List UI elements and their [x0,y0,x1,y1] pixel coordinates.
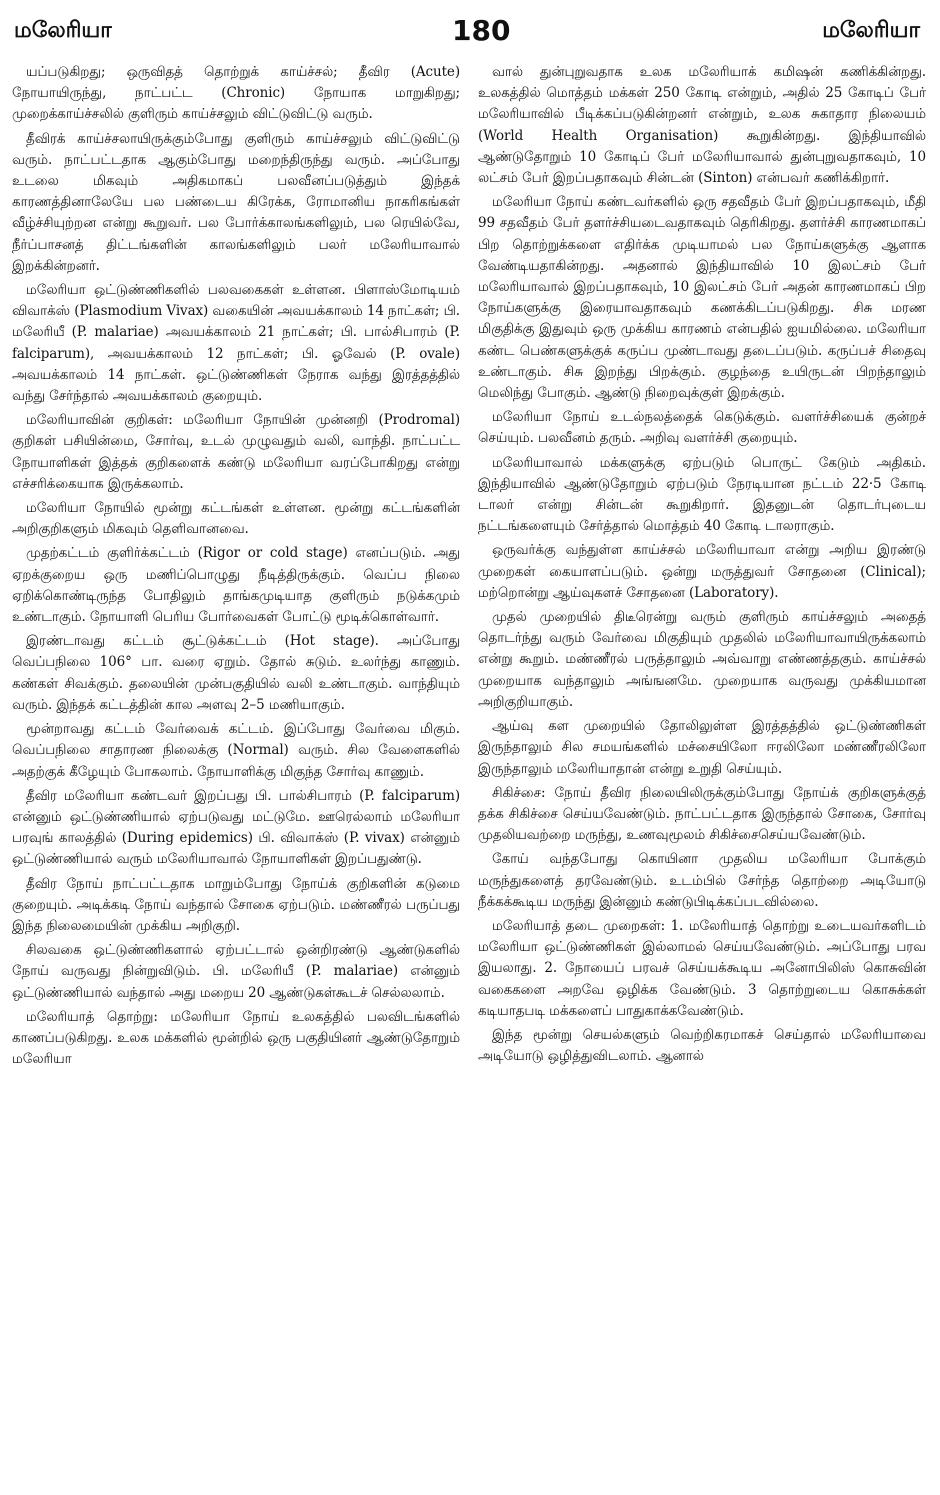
paragraph: முதற்கட்டம் குளிர்க்கட்டம் (Rigor or cold stage) எனப்படும். அது ஏறக்குறைய ஒரு மணிப்பொழுது நீடித்திருக்கும். வெப்ப நிலை ஏறிக்கொண்டிருந்த போதிலும் தாங்கமுடியாத குளிரும் நடுக்கமும் உண்டாகும். நோயாளி பெரிய போர்வைகள் போட்டு மூடிக்கொள்வார். [12,545,460,626]
text-columns [12,62,926,1073]
paragraph: மலேரியா நோயில் மூன்று கட்டங்கள் உள்ளன. மூன்று கட்டங்களின் அறிகுறிகளும் மிகவும் தெளிவானவை. [12,500,460,538]
running-head-left: மலேரியா [14,18,112,43]
left-column [12,62,460,1073]
paragraph: தீவிர மலேரியா கண்டவர் இறப்பது பி. பால்சிபாரம் (P. falciparum) என்னும் ஒட்டுண்ணியால் ஏற்படுவது மட்டுமே. ஊரெல்லாம் மலேரியா பரவுங் காலத்தில் (During epidemics) பி. விவாக்ஸ் (P. vivax) என்னும் ஒட்டுண்ணியால் வரும் மலேரியாவால் நோயாளிகள் இறப்பதுண்டு. [12,787,460,868]
paragraph: யப்படுகிறது; ஒருவிதத் தொற்றுக் காய்ச்சல்; தீவிர (Acute) நோயாயிருந்து, நாட்பட்ட (Chronic) நோயாக மாறுகிறது; முறைக்காய்ச்சலில் குளிரும் காய்ச்சலும் விட்டுவிட்டு வரும். [12,64,460,123]
paragraph: மலேரியாவால் மக்களுக்கு ஏற்படும் பொருட் கேடும் அதிகம். இந்தியாவில் ஆண்டுதோறும் ஏற்படும் நேரடியான நட்டம் 22·5 கோடி டாலர் என்று சின்டன் கூறுகிறார். இதனுடன் தொடர்புடைய நட்டங்களையும் சேர்த்தால் மொத்தம் 40 கோடி டாலராகும். [478,454,926,535]
paragraph: மலேரியாத் தொற்று: மலேரியா நோய் உலகத்தில் பலவிடங்களில் காணப்படுகிறது. உலக மக்களில் மூன்றில் ஒரு பகுதியினர் ஆண்டுதோறும் மலேரியா [12,1008,460,1068]
paragraph: மூன்றாவது கட்டம் வேர்வைக் கட்டம். இப்போது வேர்வை மிகும். வெப்பநிலை சாதாரண நிலைக்கு (Normal) வரும். சில வேளைகளில் அதற்குக் கீழேயும் போகலாம். நோயாளிக்கு மிகுந்த சோர்வு காணும். [12,721,460,780]
paragraph: முதல் முறையில் திடீரென்று வரும் குளிரும் காய்ச்சலும் அதைத் தொடர்ந்து வரும் வேர்வை மிகுதியும் முதலில் மலேரியாவாயிருக்கலாம் என்று கூறும். மண்ணீரல் பருத்தாலும் அவ்வாறு எண்ணத்தகும். காய்ச்சல் முறையாக வந்தாலும் அங்ஙனமே. முறையாக வருவது முக்கியமான அறிகுறியாகும். [478,609,926,710]
right-column [478,62,926,1073]
paragraph: ஆய்வு கள முறையில் தோலிலுள்ள இரத்தத்தில் ஒட்டுண்ணிகள் இருந்தாலும் சில சமயங்களில் மச்சையிலோ ஈரலிலோ மண்ணீரலிலோ இருந்தாலும் மலேரியாதான் என்று உறுதி செய்யும். [478,718,926,777]
paragraph: மலேரியா நோய் உடல்நலத்தைக் கெடுக்கும். வளர்ச்சியைக் குன்றச் செய்யும். பலவீனம் தரும். அறிவு வளர்ச்சி குறையும். [478,409,926,447]
running-head [12,12,926,62]
paragraph: சிகிச்சை: நோய் தீவிர நிலையிலிருக்கும்போது நோய்க் குறிகளுக்குத் தக்க சிகிச்சை செய்யவேண்டும். நாட்பட்டதாக இருந்தால் சோகை, சோர்வு முதலியவற்றை மருந்து, உணவுமூலம் சிகிச்சைசெய்யவேண்டும். [478,784,926,844]
paragraph: தீவிரக் காய்ச்சலாயிருக்கும்போது குளிரும் காய்ச்சலும் விட்டுவிட்டு வரும். நாட்பட்டதாக ஆகும்போது மறைந்திருந்து வரும். அப்போது உடலை மிகவும் அதிகமாகப் பலவீனப்படுத்தும் இந்தக் காரணத்தினாலேயே பல பண்டைய கிரேக்க, ரோமானிய நாகரிகங்கள் வீழ்ச்சியுற்றன என்று கூறுவர். பல போர்க்காலங்களிலும், பல ரெயில்வே, நீர்ப்பாசனத் திட்டங்களின் காலங்களிலும் பலர் மலேரியாவால் இறக்கின்றனர். [12,130,460,274]
paragraph: கோய் வந்தபோது கொயினா முதலிய மலேரியா போக்கும் மருந்துகளைத் தரவேண்டும். உடம்பில் சேர்ந்த தொற்றை அடியோடு நீக்கக்கூடிய மருந்து இன்னும் கண்டுபிடிக்கப்படவில்லை. [478,851,926,910]
paragraph: இரண்டாவது கட்டம் சூட்டுக்கட்டம் (Hot stage). அப்போது வெப்பநிலை 106° பா. வரை ஏறும். தோல் சுடும். உலர்ந்து காணும். கண்கள் சிவக்கும். தலையின் முன்பகுதியில் வலி உண்டாகும். வாந்தியும் வரும். இந்தக் கட்டத்தின் கால அளவு 2–5 மணியாகும். [12,633,460,713]
paragraph: மலேரியா ஒட்டுண்ணிகளில் பலவகைகள் உள்ளன. பிளாஸ்மோடியம் விவாக்ஸ் (Plasmodium Vivax) வகையின் அவயக்காலம் 14 நாட்கள்; பி. மலேரியீ (P. malariae) அவயக்காலம் 21 நாட்கள்; பி. பால்சிபாரம் (P. falciparum), அவயக்காலம் 12 நாட்கள்; பி. ஓவேல் (P. ovale) அவயக்காலம் 14 நாட்கள். ஒட்டுண்ணிகள் நேராக வந்து இரத்தத்தில் வந்து சேர்ந்தால் அவயக்காலம் குறையும். [12,282,460,405]
paragraph: சிலவகை ஒட்டுண்ணிகளால் ஏற்பட்டால் ஒன்றிரண்டு ஆண்டுகளில் நோய் வருவது நின்றுவிடும். பி. மலேரியீ (P. malariae) என்னும் ஒட்டுண்ணியால் வந்தால் அது மறைய 20 ஆண்டுகள்கூடச் செல்லலாம். [12,942,460,1001]
paragraph: தீவிர நோய் நாட்பட்டதாக மாறும்போது நோய்க் குறிகளின் கடுமை குறையும். அடிக்கடி நோய் வந்தால் சோகை ஏற்படும். மண்ணீரல் பருப்பது இந்த நிலைமையின் முக்கிய அறிகுறி. [12,875,460,934]
paragraph: மலேரியா நோய் கண்டவர்களில் ஒரு சதவீதம் பேர் இறப்பதாகவும், மீதி 99 சதவீதம் பேர் தளர்ச்சியடைவதாகவும் தெரிகிறது. தளர்ச்சி காரணமாகப் பிற தொற்றுக்களை எதிர்க்க முடியாமல் பல நோய்களுக்கு ஆளாக வேண்டியதாகின்றது. அதனால் இந்தியாவில் 10 இலட்சம் பேர் மலேரியாவால் இறப்பதாகவும், 10 இலட்சம் பேர் அதன் காரணமாகப் பிற நோய்களுக்கு இரையாவதாகவும் கணக்கிடப்படுகிறது. சிசு மரண மிகுதிக்கு இதுவும் ஒரு முக்கிய காரணம் என்பதில் ஐயமில்லை. மலேரியா கண்ட பெண்களுக்குக் கருப்ப முண்டாவது தடைப்படும். கருப்பச் சிதைவு உண்டாகும். சிசு இறந்து பிறக்கும். குழந்தை உயிருடன் பிறந்தாலும் மெலிந்து போகும். ஆண்டு நிறைவுக்குள் இறக்கும். [478,194,926,402]
paragraph: வால் துன்புறுவதாக உலக மலேரியாக் கமிஷன் கணிக்கின்றது. உலகத்தில் மொத்தம் மக்கள் 250 கோடி என்றும், அதில் 25 கோடிப் பேர் மலேரியாவில் பீடிக்கப்படுகின்றனர் என்றும், உலக சுகாதார நிலையம் (World Health Organisation) கூறுகின்றது. இந்தியாவில் ஆண்டுதோறும் 10 கோடிப் பேர் மலேரியாவால் துன்புறுவதாகவும், 10 லட்சம் பேர் இறப்பதாகவும் சின்டன் (Sinton) என்பவர் கணிக்கிறார். [478,64,926,187]
paragraph: ஒருவர்க்கு வந்துள்ள காய்ச்சல் மலேரியாவா என்று அறிய இரண்டு முறைகள் கையாளப்படும். ஒன்று மருத்துவர் சோதனை (Clinical); மற்றொன்று ஆய்வுகளச் சோதனை (Laboratory). [478,542,926,601]
paragraph: இந்த மூன்று செயல்களும் வெற்றிகரமாகச் செய்தால் மலேரியாவை அடியோடு ஒழித்துவிடலாம். ஆனால் [478,1026,926,1065]
page-number: 180 [452,14,511,47]
paragraph: மலேரியாவின் குறிகள்: மலேரியா நோயின் முன்னறி (Prodromal) குறிகள் பசியின்மை, சோர்வு, உடல் முழுவதும் வலி, வாந்தி. நாட்பட்ட நோயாளிகள் இத்தக் குறிகளைக் கண்டு மலேரியா வரப்போகிறது என்று எச்சரிக்கையாக இருக்கலாம். [12,412,460,492]
paragraph: மலேரியாத் தடை முறைகள்: 1. மலேரியாத் தொற்று உடையவர்களிடம் மலேரியா ஒட்டுண்ணிகள் இல்லாமல் செய்யவேண்டும். அப்போது பரவ இயலாது. 2. நோயைப் பரவச் செய்யக்கூடிய அனோபிலிஸ் கொசுவின் வகைகளை அறவே ஒழிக்க வேண்டும். 3 தொற்றுடைய கொசுக்கள் கடியாதபடி மக்களைப் பாதுகாக்கவேண்டும். [478,917,926,1019]
running-head-right: மலேரியா [822,18,920,43]
